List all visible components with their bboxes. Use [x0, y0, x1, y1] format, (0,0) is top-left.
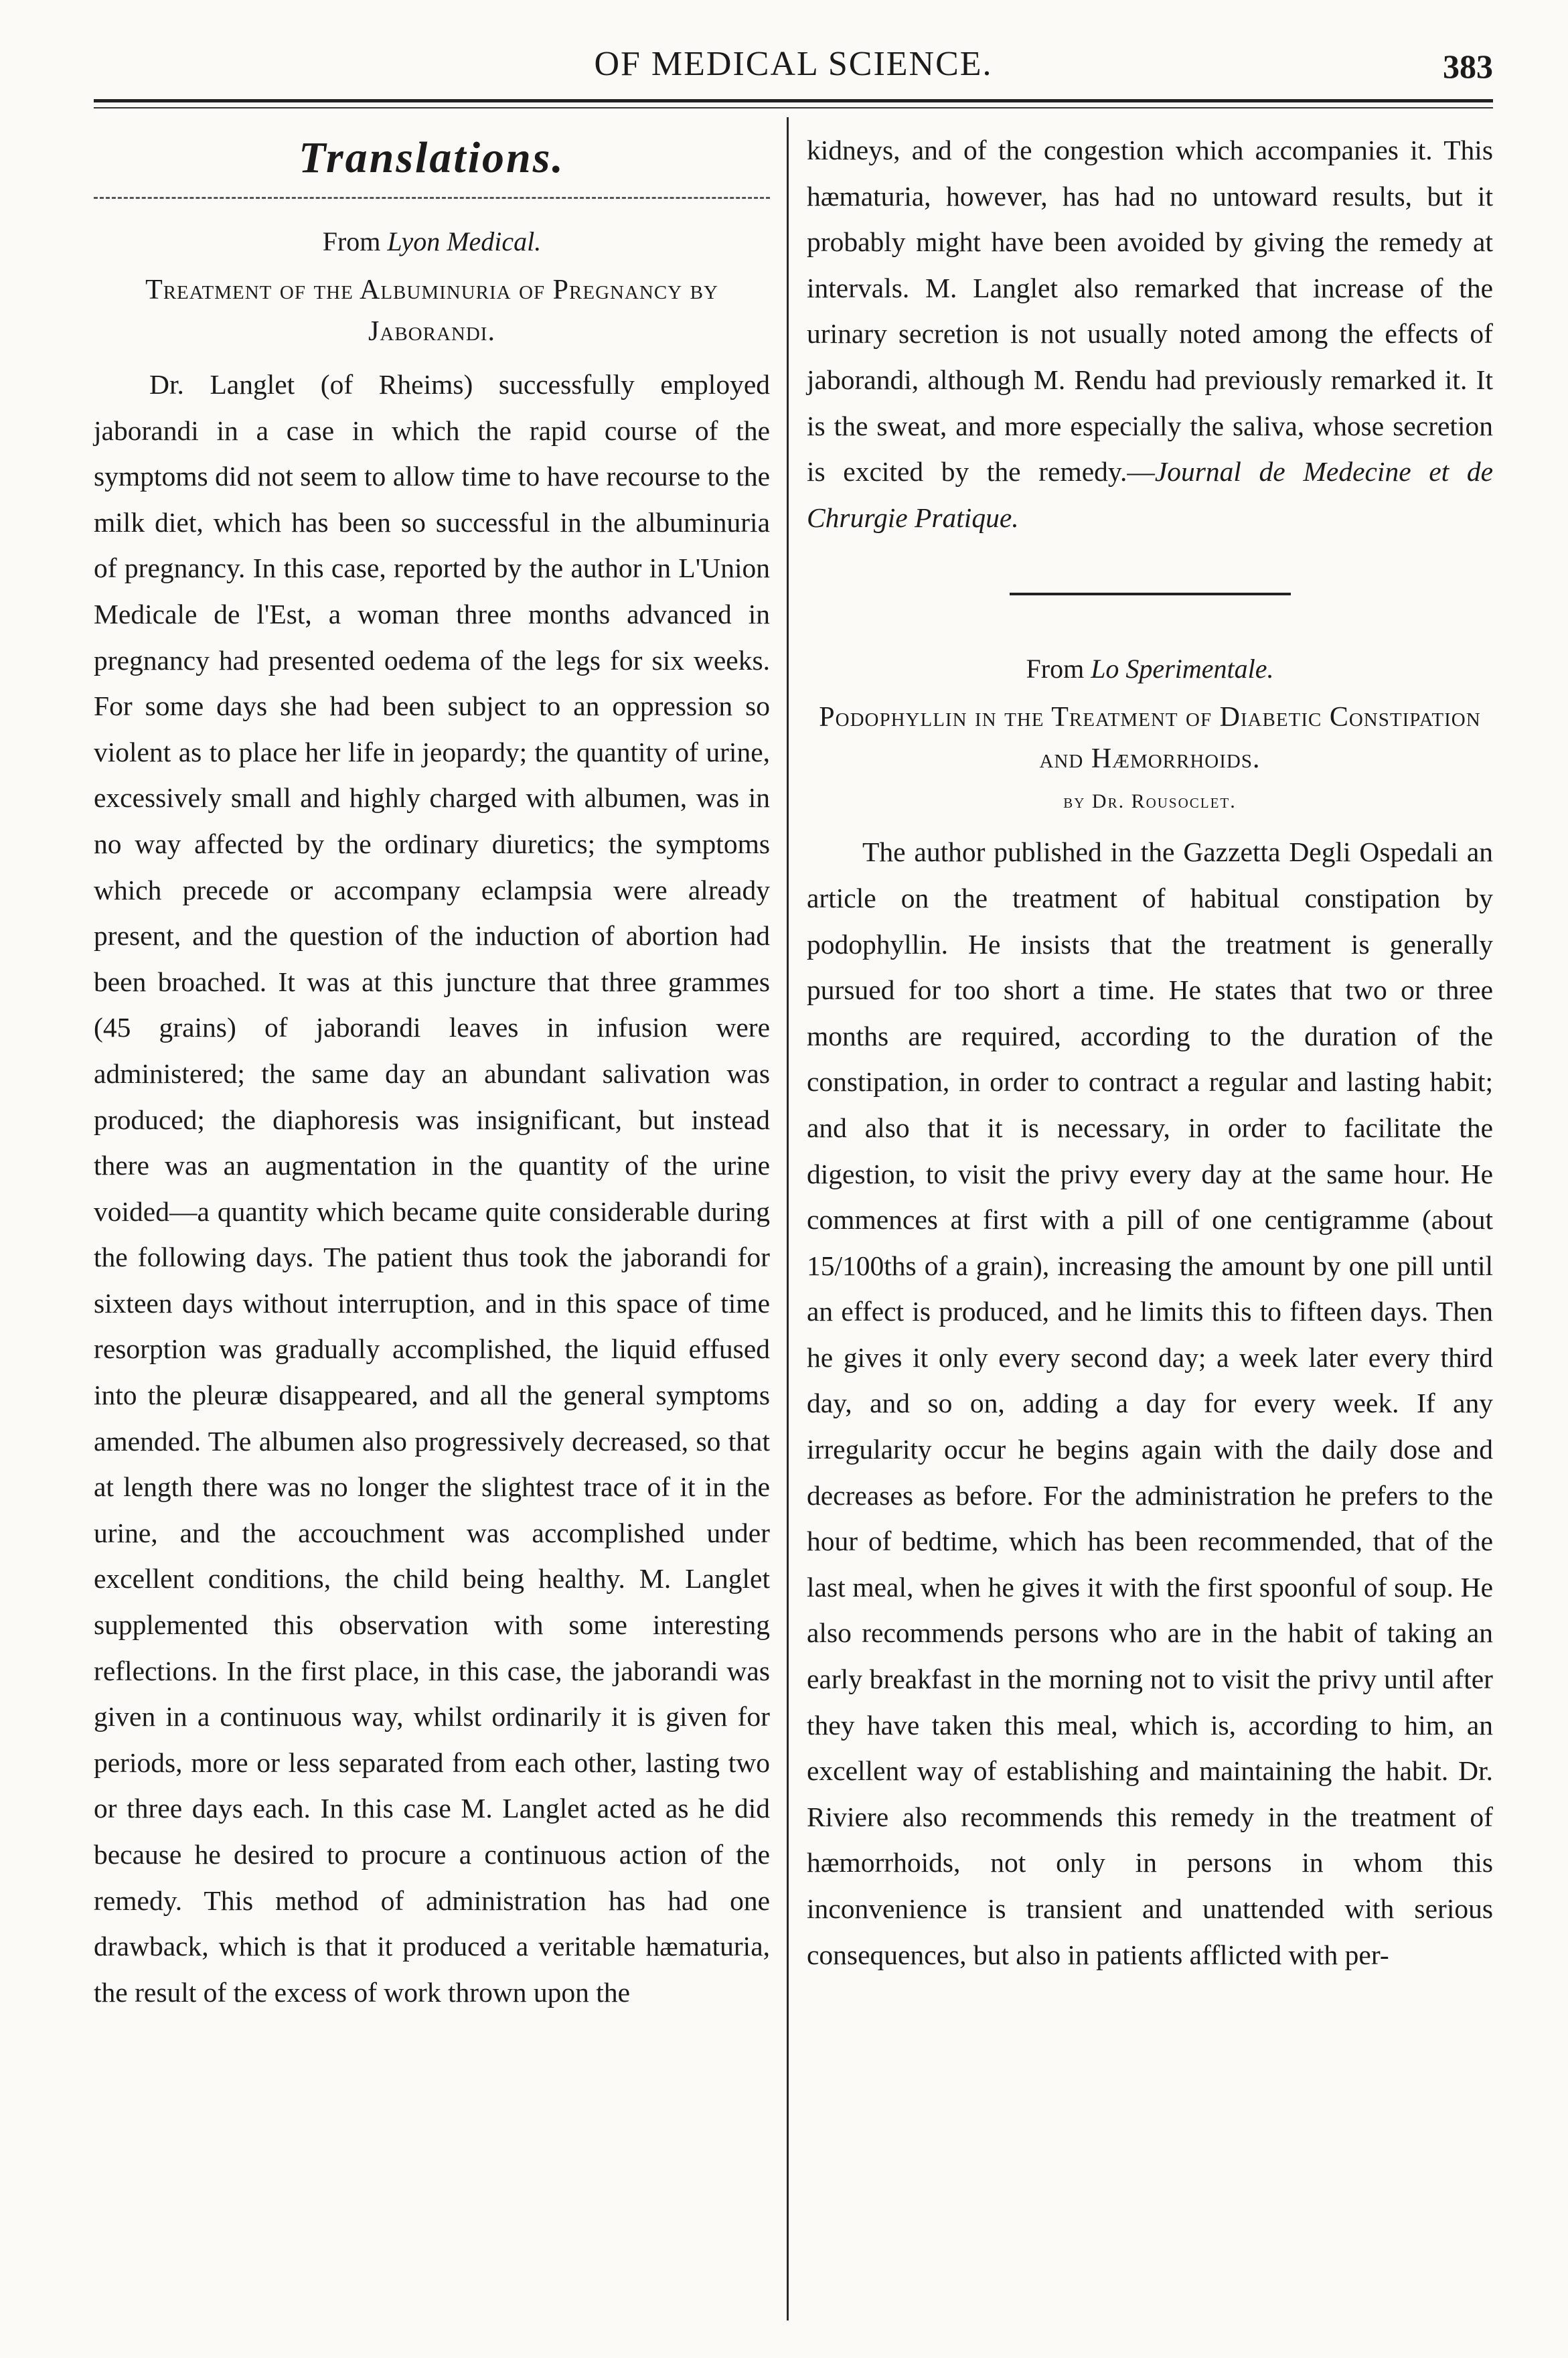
header-rule-thin [94, 107, 1493, 108]
article2-text: The author published in the Gazzetta Degli Ospedali an article on the treatment of habitual constipation by podophyllin. He insists that the treatment is generally pursued for too short a time. He states that two or three months are required, according to the duration of the constipation, in order to contract a regular and lasting habit; and also that it is necessary, in order to facilitate the digestion, to visit the privy every day at the same hour. He commences at first with a pill of one centigramme (about 15/100ths of a grain), increasing the amount by one pill until an effect is produced, and he limits this to fifteen days. Then he gives it only every second day; a week later every third day, and so on, adding a day for every week. If any irregularity occur he begins again with the daily dose and decreases as before. For the administration he prefers to the hour of bedtime, which has been recommended, that of the last meal, when he gives it with the first spoonful of soup. He also recommends persons who are in the habit of taking an early breakfast in the morning not to visit the privy until after they have taken this meal, which is, according to him, an excellent way of establishing and maintaining the habit. Dr. Riviere also recommends this remedy in the treatment of hæmorrhoids, not only in persons in whom this inconvenience is transient and unattended with serious consequences, but also in patients afflicted with per- [807, 836, 1493, 1970]
column-divider [787, 117, 789, 2320]
article2-title: Podophyllin in the Treatment of Diabetic Constipation and Hæmorrhoids. [819, 702, 1481, 775]
article2-source-journal: Lo Sperimentale. [1091, 654, 1274, 684]
section-title: Translations. [299, 133, 565, 182]
article1-source-journal: Lyon Medical. [387, 226, 542, 256]
header-rule-thick [94, 99, 1493, 102]
article1-source-prefix: From [322, 226, 388, 256]
article1-text-right [807, 127, 1493, 540]
article-separator-ornament [807, 587, 1493, 599]
article1-citation: Journal de Medecine et de Chrurgie Pratique. [807, 456, 1493, 533]
article2-source [807, 653, 1493, 684]
page-header [94, 38, 1493, 91]
running-head: OF MEDICAL SCIENCE. [594, 45, 993, 83]
article1-source [94, 226, 770, 257]
article1-text-continued: kidneys, and of the congestion which accompanies it. This hæmaturia, however, has had no untoward results, but it probably might have been avoided by giving the remedy at intervals. M. Langlet also remarked that increase of the urinary secretion is not usually noted among the effects of jaborandi, although M. Rendu had previously remarked it. It is the sweat, and more especially the saliva, whose secretion is excited by the remedy.— [807, 135, 1493, 488]
right-column [807, 127, 1493, 1978]
ornament-line [1010, 593, 1291, 595]
page-number: 383 [1443, 48, 1493, 85]
section-rule [94, 197, 770, 199]
left-column [94, 127, 770, 2015]
article1-title: Treatment of the Albuminuria of Pregnancy by Jaborandi. [145, 275, 718, 347]
article2-byline: by Dr. Rousoclet. [1063, 790, 1237, 813]
article1-text-left: Dr. Langlet (of Rheims) successfully employed jaborandi in a case in which the rapid course of the symptoms did not seem to allow time to have recourse to the milk diet, which has been so successful in the albuminuria of pregnancy. In this case, reported by the author in L'Union Medicale de l'Est, a woman three months advanced in pregnancy had presented oedema of the legs for six weeks. For some days she had been subject to an oppression so violent as to place her life in jeopardy; the quantity of urine, excessively small and highly charged with albumen, was in no way affected by the ordinary diuretics; the symptoms which precede or accompany eclampsia were already present, and the question of the induction of abortion had been broached. It was at this juncture that three grammes (45 grains) of jaborandi leaves in infusion were administered; the same day an abundant salivation was produced; the diaphoresis was insignificant, but instead there was an augmentation in the quantity of the urine voided—a quantity which became quite considerable during the following days. The patient thus took the jaborandi for sixteen days without interruption, and in this space of time resorption was gradually accomplished, the liquid effused into the pleuræ disappeared, and all the general symptoms amended. The albumen also progressively decreased, so that at length there was no longer the slightest trace of it in the urine, and the accouchment was accomplished under excellent conditions, the child being healthy. M. Langlet supplemented this observation with some interesting reflections. In the first place, in this case, the jaborandi was given in a continuous way, whilst ordinarily it is given for periods, more or less separated from each other, lasting two or three days each. In this case M. Langlet acted as he did because he desired to procure a continuous action of the remedy. This method of administration has had one drawback, which is that it produced a veritable hæmaturia, the result of the excess of work thrown upon the [94, 369, 770, 2008]
article2-source-prefix: From [1026, 654, 1091, 684]
